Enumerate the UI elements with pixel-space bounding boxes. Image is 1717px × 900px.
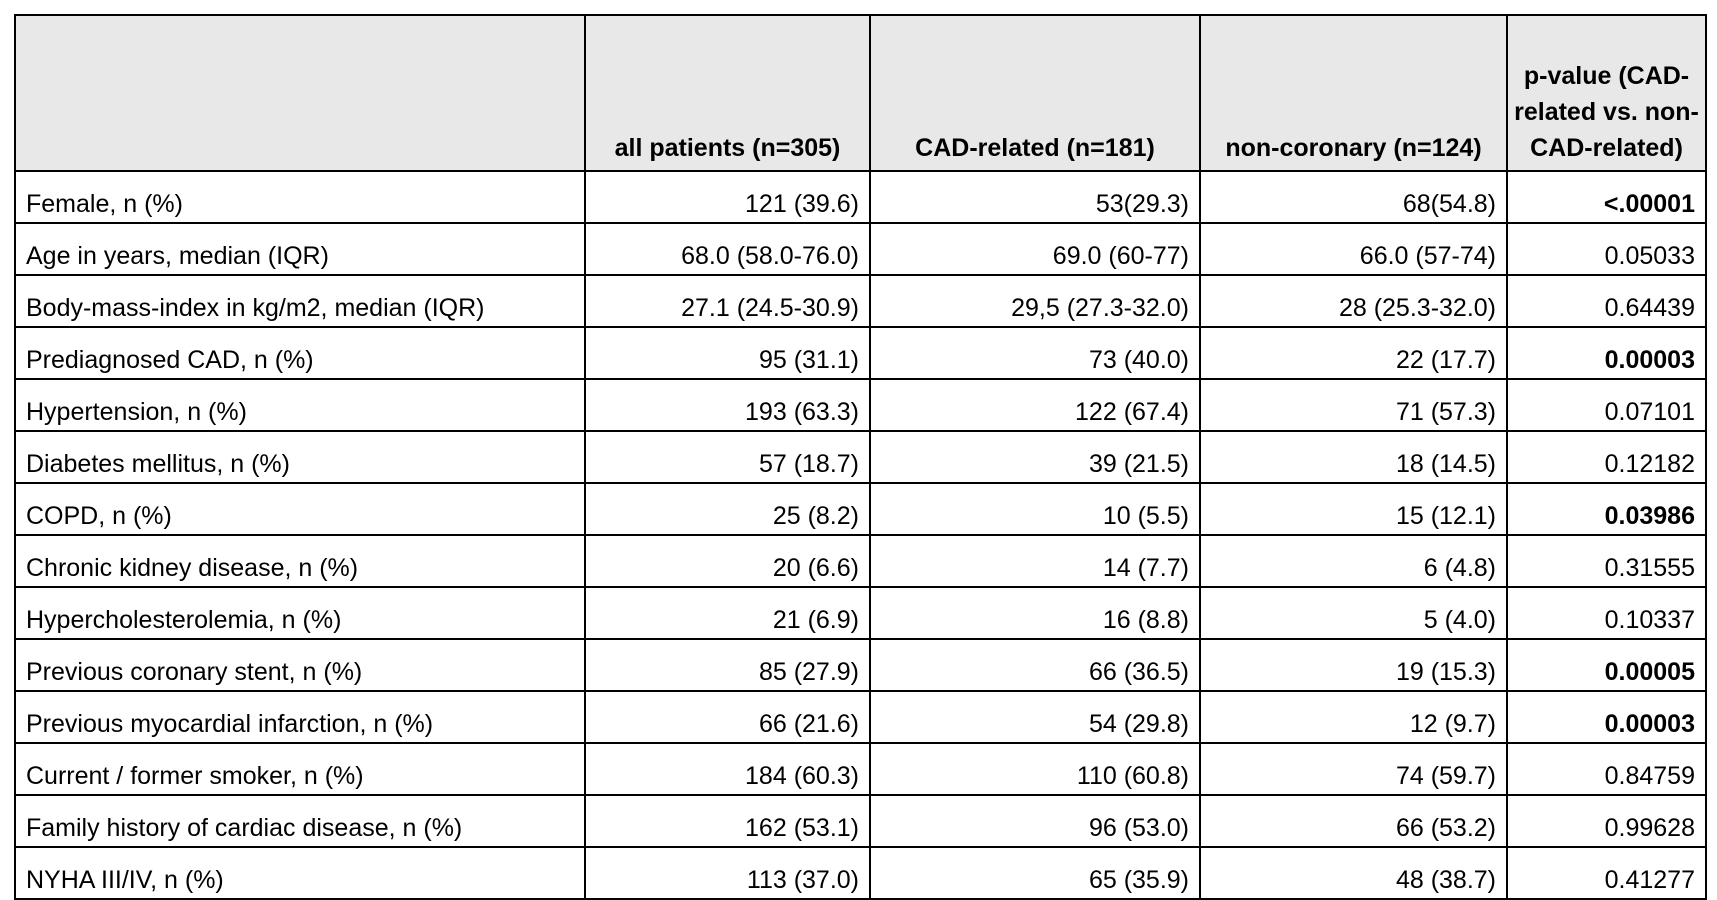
header-all-patients: all patients (n=305) [585, 15, 870, 171]
row-label: NYHA III/IV, n (%) [15, 847, 585, 899]
row-label: Female, n (%) [15, 171, 585, 223]
cell-p-value: 0.31555 [1507, 535, 1706, 587]
cell-p-value: 0.00003 [1507, 691, 1706, 743]
cell-non-coronary: 6 (4.8) [1200, 535, 1507, 587]
cell-p-value: 0.41277 [1507, 847, 1706, 899]
cell-non-coronary: 15 (12.1) [1200, 483, 1507, 535]
cell-all-patients: 25 (8.2) [585, 483, 870, 535]
cell-cad-related: 14 (7.7) [870, 535, 1200, 587]
cell-non-coronary: 12 (9.7) [1200, 691, 1507, 743]
cell-cad-related: 39 (21.5) [870, 431, 1200, 483]
cell-cad-related: 29,5 (27.3-32.0) [870, 275, 1200, 327]
cell-non-coronary: 66 (53.2) [1200, 795, 1507, 847]
cell-non-coronary: 68(54.8) [1200, 171, 1507, 223]
table-row [15, 691, 1706, 743]
cell-all-patients: 21 (6.9) [585, 587, 870, 639]
row-label: Chronic kidney disease, n (%) [15, 535, 585, 587]
cell-non-coronary: 71 (57.3) [1200, 379, 1507, 431]
row-label: Diabetes mellitus, n (%) [15, 431, 585, 483]
baseline-characteristics-table [14, 14, 1707, 900]
cell-non-coronary: 18 (14.5) [1200, 431, 1507, 483]
table-row [15, 795, 1706, 847]
cell-p-value: 0.00003 [1507, 327, 1706, 379]
cell-p-value: 0.64439 [1507, 275, 1706, 327]
table-header [15, 15, 1706, 171]
table-row [15, 379, 1706, 431]
cell-all-patients: 95 (31.1) [585, 327, 870, 379]
cell-p-value: 0.12182 [1507, 431, 1706, 483]
cell-non-coronary: 19 (15.3) [1200, 639, 1507, 691]
cell-p-value: 0.99628 [1507, 795, 1706, 847]
row-label: Previous coronary stent, n (%) [15, 639, 585, 691]
cell-non-coronary: 22 (17.7) [1200, 327, 1507, 379]
cell-non-coronary: 5 (4.0) [1200, 587, 1507, 639]
row-label: Hypercholesterolemia, n (%) [15, 587, 585, 639]
cell-all-patients: 20 (6.6) [585, 535, 870, 587]
cell-p-value: 0.00005 [1507, 639, 1706, 691]
cell-non-coronary: 28 (25.3-32.0) [1200, 275, 1507, 327]
cell-p-value: 0.03986 [1507, 483, 1706, 535]
cell-all-patients: 85 (27.9) [585, 639, 870, 691]
cell-p-value: 0.07101 [1507, 379, 1706, 431]
table-row [15, 275, 1706, 327]
cell-all-patients: 68.0 (58.0-76.0) [585, 223, 870, 275]
cell-cad-related: 69.0 (60-77) [870, 223, 1200, 275]
cell-p-value: 0.10337 [1507, 587, 1706, 639]
cell-non-coronary: 74 (59.7) [1200, 743, 1507, 795]
cell-non-coronary: 48 (38.7) [1200, 847, 1507, 899]
cell-all-patients: 184 (60.3) [585, 743, 870, 795]
table-body [15, 171, 1706, 899]
table-row [15, 535, 1706, 587]
cell-p-value: 0.05033 [1507, 223, 1706, 275]
header-cad-related: CAD-related (n=181) [870, 15, 1200, 171]
row-label: Current / former smoker, n (%) [15, 743, 585, 795]
table-row [15, 223, 1706, 275]
cell-cad-related: 110 (60.8) [870, 743, 1200, 795]
table-row [15, 847, 1706, 899]
row-label: Family history of cardiac disease, n (%) [15, 795, 585, 847]
row-label: COPD, n (%) [15, 483, 585, 535]
table-row [15, 171, 1706, 223]
baseline-characteristics-table-wrapper [14, 14, 1707, 900]
header-row [15, 15, 1706, 171]
cell-cad-related: 54 (29.8) [870, 691, 1200, 743]
cell-all-patients: 121 (39.6) [585, 171, 870, 223]
row-label: Body-mass-index in kg/m2, median (IQR) [15, 275, 585, 327]
row-label: Age in years, median (IQR) [15, 223, 585, 275]
cell-p-value: 0.84759 [1507, 743, 1706, 795]
cell-all-patients: 113 (37.0) [585, 847, 870, 899]
row-label: Hypertension, n (%) [15, 379, 585, 431]
header-non-coronary: non-coronary (n=124) [1200, 15, 1507, 171]
cell-all-patients: 66 (21.6) [585, 691, 870, 743]
cell-cad-related: 66 (36.5) [870, 639, 1200, 691]
table-row [15, 587, 1706, 639]
header-label-column [15, 15, 585, 171]
cell-all-patients: 193 (63.3) [585, 379, 870, 431]
table-row [15, 327, 1706, 379]
table-row [15, 743, 1706, 795]
table-row [15, 639, 1706, 691]
cell-cad-related: 10 (5.5) [870, 483, 1200, 535]
cell-cad-related: 122 (67.4) [870, 379, 1200, 431]
cell-cad-related: 16 (8.8) [870, 587, 1200, 639]
row-label: Previous myocardial infarction, n (%) [15, 691, 585, 743]
cell-all-patients: 162 (53.1) [585, 795, 870, 847]
row-label: Prediagnosed CAD, n (%) [15, 327, 585, 379]
cell-cad-related: 65 (35.9) [870, 847, 1200, 899]
table-row [15, 431, 1706, 483]
cell-all-patients: 27.1 (24.5-30.9) [585, 275, 870, 327]
cell-all-patients: 57 (18.7) [585, 431, 870, 483]
cell-cad-related: 73 (40.0) [870, 327, 1200, 379]
cell-p-value: <.00001 [1507, 171, 1706, 223]
cell-cad-related: 53(29.3) [870, 171, 1200, 223]
cell-non-coronary: 66.0 (57-74) [1200, 223, 1507, 275]
cell-cad-related: 96 (53.0) [870, 795, 1200, 847]
header-p-value: p-value (CAD-related vs. non-CAD-related) [1507, 15, 1706, 171]
table-row [15, 483, 1706, 535]
